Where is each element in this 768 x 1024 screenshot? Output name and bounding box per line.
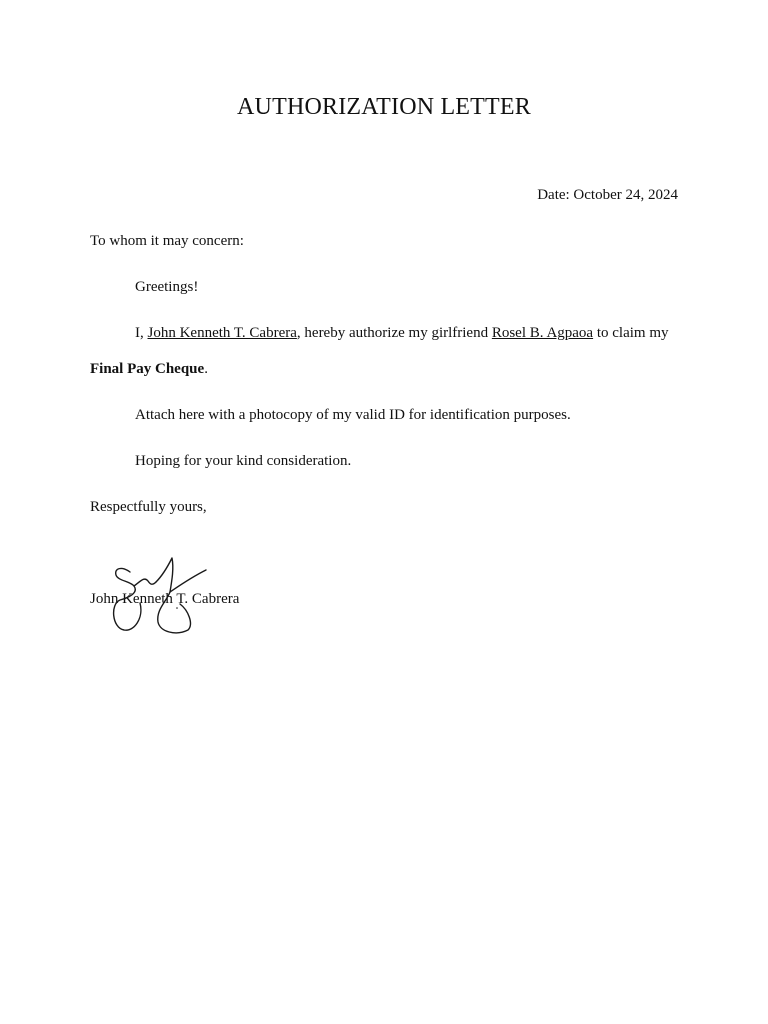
authorization-sentence xyxy=(135,325,678,342)
authorizer-name: John Kenneth T. Cabrera xyxy=(147,325,297,341)
letter-date: Date: October 24, 2024 xyxy=(537,187,678,203)
signer-name: John Kenneth T. Cabrera xyxy=(90,591,240,607)
authorization-middle: , hereby authorize my girlfriend xyxy=(296,325,492,341)
signature-icon xyxy=(100,548,220,640)
representative-name: Rosel B. Agpaoa xyxy=(491,325,594,341)
authorization-end: . xyxy=(204,361,208,377)
claimed-item: Final Pay Cheque xyxy=(90,361,205,377)
complimentary-close: Respectfully yours, xyxy=(90,499,207,515)
attachment-note: Attach here with a photocopy of my valid ID for identification purposes. xyxy=(135,407,571,423)
greeting: Greetings! xyxy=(135,279,199,295)
authorization-item-line xyxy=(90,361,208,378)
closing-hope: Hoping for your kind consideration. xyxy=(135,453,352,469)
salutation: To whom it may concern: xyxy=(90,233,244,249)
authorization-prefix: I, xyxy=(135,325,148,341)
letter-title: AUTHORIZATION LETTER xyxy=(237,94,531,120)
authorization-suffix: to claim my xyxy=(593,325,669,341)
